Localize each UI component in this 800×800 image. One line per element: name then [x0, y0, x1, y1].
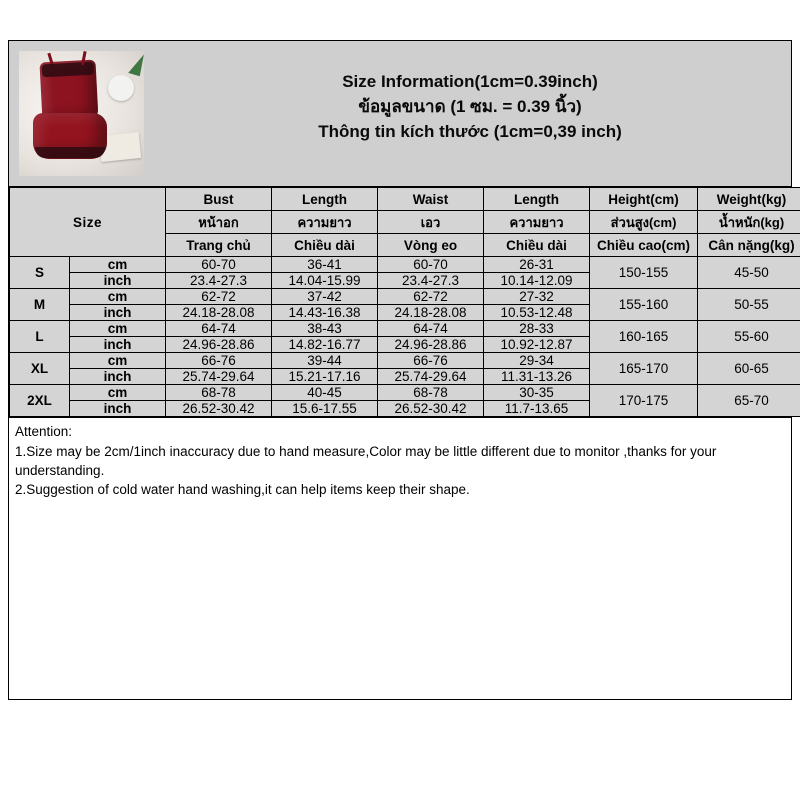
- header-waist-en: Waist: [378, 188, 484, 211]
- attention-title: Attention:: [15, 424, 73, 439]
- table-header-row-en: [10, 188, 800, 211]
- header-length2-th: ความยาว: [484, 211, 590, 234]
- cell-length2: 10.92-12.87: [484, 337, 590, 353]
- header-length1-en: Length: [272, 188, 378, 211]
- cell-waist: 25.74-29.64: [378, 369, 484, 385]
- size-chart-sheet: [8, 40, 795, 700]
- header-size-cell: Size: [10, 188, 166, 257]
- cell-length2: 28-33: [484, 321, 590, 337]
- header-band: [9, 41, 791, 187]
- cell-length2: 10.14-12.09: [484, 273, 590, 289]
- header-length1-th: ความยาว: [272, 211, 378, 234]
- header-height-vi: Chiều cao(cm): [590, 234, 698, 257]
- row-unit-inch: inch: [70, 305, 166, 321]
- header-height-th: ส่วนสูง(cm): [590, 211, 698, 234]
- header-bust-en: Bust: [166, 188, 272, 211]
- header-weight-th: น้ำหนัก(kg): [698, 211, 800, 234]
- header-waist-th: เอว: [378, 211, 484, 234]
- header-bust-vi: Trang chủ: [166, 234, 272, 257]
- title-en: Size Information(1cm=0.39inch): [342, 72, 598, 91]
- cell-weight: 45-50: [698, 257, 800, 289]
- product-photo: [19, 51, 144, 176]
- cell-waist: 62-72: [378, 289, 484, 305]
- row-unit-inch: inch: [70, 337, 166, 353]
- cell-weight: 50-55: [698, 289, 800, 321]
- header-weight-vi: Cân nặng(kg): [698, 234, 800, 257]
- cell-bust: 24.96-28.86: [166, 337, 272, 353]
- cell-weight: 55-60: [698, 321, 800, 353]
- cell-weight: 60-65: [698, 353, 800, 385]
- row-unit-inch: inch: [70, 273, 166, 289]
- cell-length1: 15.21-17.16: [272, 369, 378, 385]
- cell-length1: 39-44: [272, 353, 378, 369]
- table-row: [10, 257, 800, 273]
- table-row: [10, 353, 800, 369]
- cell-bust: 24.18-28.08: [166, 305, 272, 321]
- row-size-label: 2XL: [10, 385, 70, 417]
- cell-length2: 10.53-12.48: [484, 305, 590, 321]
- cell-bust: 64-74: [166, 321, 272, 337]
- header-weight-en: Weight(kg): [698, 188, 800, 211]
- cell-waist: 26.52-30.42: [378, 401, 484, 417]
- cell-length2: 26-31: [484, 257, 590, 273]
- cell-length1: 14.04-15.99: [272, 273, 378, 289]
- title-vi: Thông tin kích thước (1cm=0,39 inch): [318, 122, 622, 141]
- cell-bust: 62-72: [166, 289, 272, 305]
- cell-length2: 30-35: [484, 385, 590, 401]
- table-row: [10, 289, 800, 305]
- row-unit-cm: cm: [70, 257, 166, 273]
- header-waist-vi: Vòng eo: [378, 234, 484, 257]
- row-size-label: L: [10, 321, 70, 353]
- cell-height: 160-165: [590, 321, 698, 353]
- cell-waist: 23.4-27.3: [378, 273, 484, 289]
- header-length2-vi: Chiều dài: [484, 234, 590, 257]
- cell-length1: 14.82-16.77: [272, 337, 378, 353]
- title-th: ข้อมูลขนาด (1 ซม. = 0.39 นิ้ว): [358, 97, 582, 116]
- header-length1-vi: Chiều dài: [272, 234, 378, 257]
- prop-plate-icon: [108, 75, 134, 101]
- row-unit-cm: cm: [70, 289, 166, 305]
- cell-height: 165-170: [590, 353, 698, 385]
- row-unit-cm: cm: [70, 353, 166, 369]
- row-unit-cm: cm: [70, 385, 166, 401]
- attention-line-1: 1.Size may be 2cm/1inch inaccuracy due to hand measure,Color may be little different due to monitor ,thanks for your understanding.: [15, 444, 717, 478]
- shorts-garment: [33, 113, 107, 159]
- row-unit-inch: inch: [70, 401, 166, 417]
- cell-waist: 60-70: [378, 257, 484, 273]
- header-title-group: [159, 69, 781, 144]
- cell-height: 155-160: [590, 289, 698, 321]
- cell-waist: 24.96-28.86: [378, 337, 484, 353]
- row-unit-inch: inch: [70, 369, 166, 385]
- camisole-lace-trim: [42, 62, 95, 78]
- header-height-en: Height(cm): [590, 188, 698, 211]
- attention-line-2: 2.Suggestion of cold water hand washing,it can help items keep their shape.: [15, 482, 470, 497]
- cell-length1: 37-42: [272, 289, 378, 305]
- table-row: [10, 321, 800, 337]
- cell-weight: 65-70: [698, 385, 800, 417]
- header-bust-th: หน้าอก: [166, 211, 272, 234]
- header-length2-en: Length: [484, 188, 590, 211]
- cell-length2: 11.7-13.65: [484, 401, 590, 417]
- cell-length1: 15.6-17.55: [272, 401, 378, 417]
- cell-waist: 66-76: [378, 353, 484, 369]
- cell-bust: 60-70: [166, 257, 272, 273]
- row-size-label: M: [10, 289, 70, 321]
- cell-length1: 40-45: [272, 385, 378, 401]
- cell-height: 150-155: [590, 257, 698, 289]
- size-table: [9, 187, 800, 417]
- cell-bust: 66-76: [166, 353, 272, 369]
- cell-bust: 68-78: [166, 385, 272, 401]
- cell-bust: 26.52-30.42: [166, 401, 272, 417]
- attention-block: [9, 417, 791, 505]
- cell-length2: 29-34: [484, 353, 590, 369]
- cell-length2: 11.31-13.26: [484, 369, 590, 385]
- row-size-label: S: [10, 257, 70, 289]
- table-row: [10, 385, 800, 401]
- row-size-label: XL: [10, 353, 70, 385]
- cell-bust: 23.4-27.3: [166, 273, 272, 289]
- row-unit-cm: cm: [70, 321, 166, 337]
- cell-height: 170-175: [590, 385, 698, 417]
- cell-bust: 25.74-29.64: [166, 369, 272, 385]
- cell-length1: 38-43: [272, 321, 378, 337]
- cell-length2: 27-32: [484, 289, 590, 305]
- cell-waist: 64-74: [378, 321, 484, 337]
- cell-length1: 36-41: [272, 257, 378, 273]
- shorts-lace-trim: [35, 147, 105, 158]
- cell-length1: 14.43-16.38: [272, 305, 378, 321]
- cell-waist: 68-78: [378, 385, 484, 401]
- cell-waist: 24.18-28.08: [378, 305, 484, 321]
